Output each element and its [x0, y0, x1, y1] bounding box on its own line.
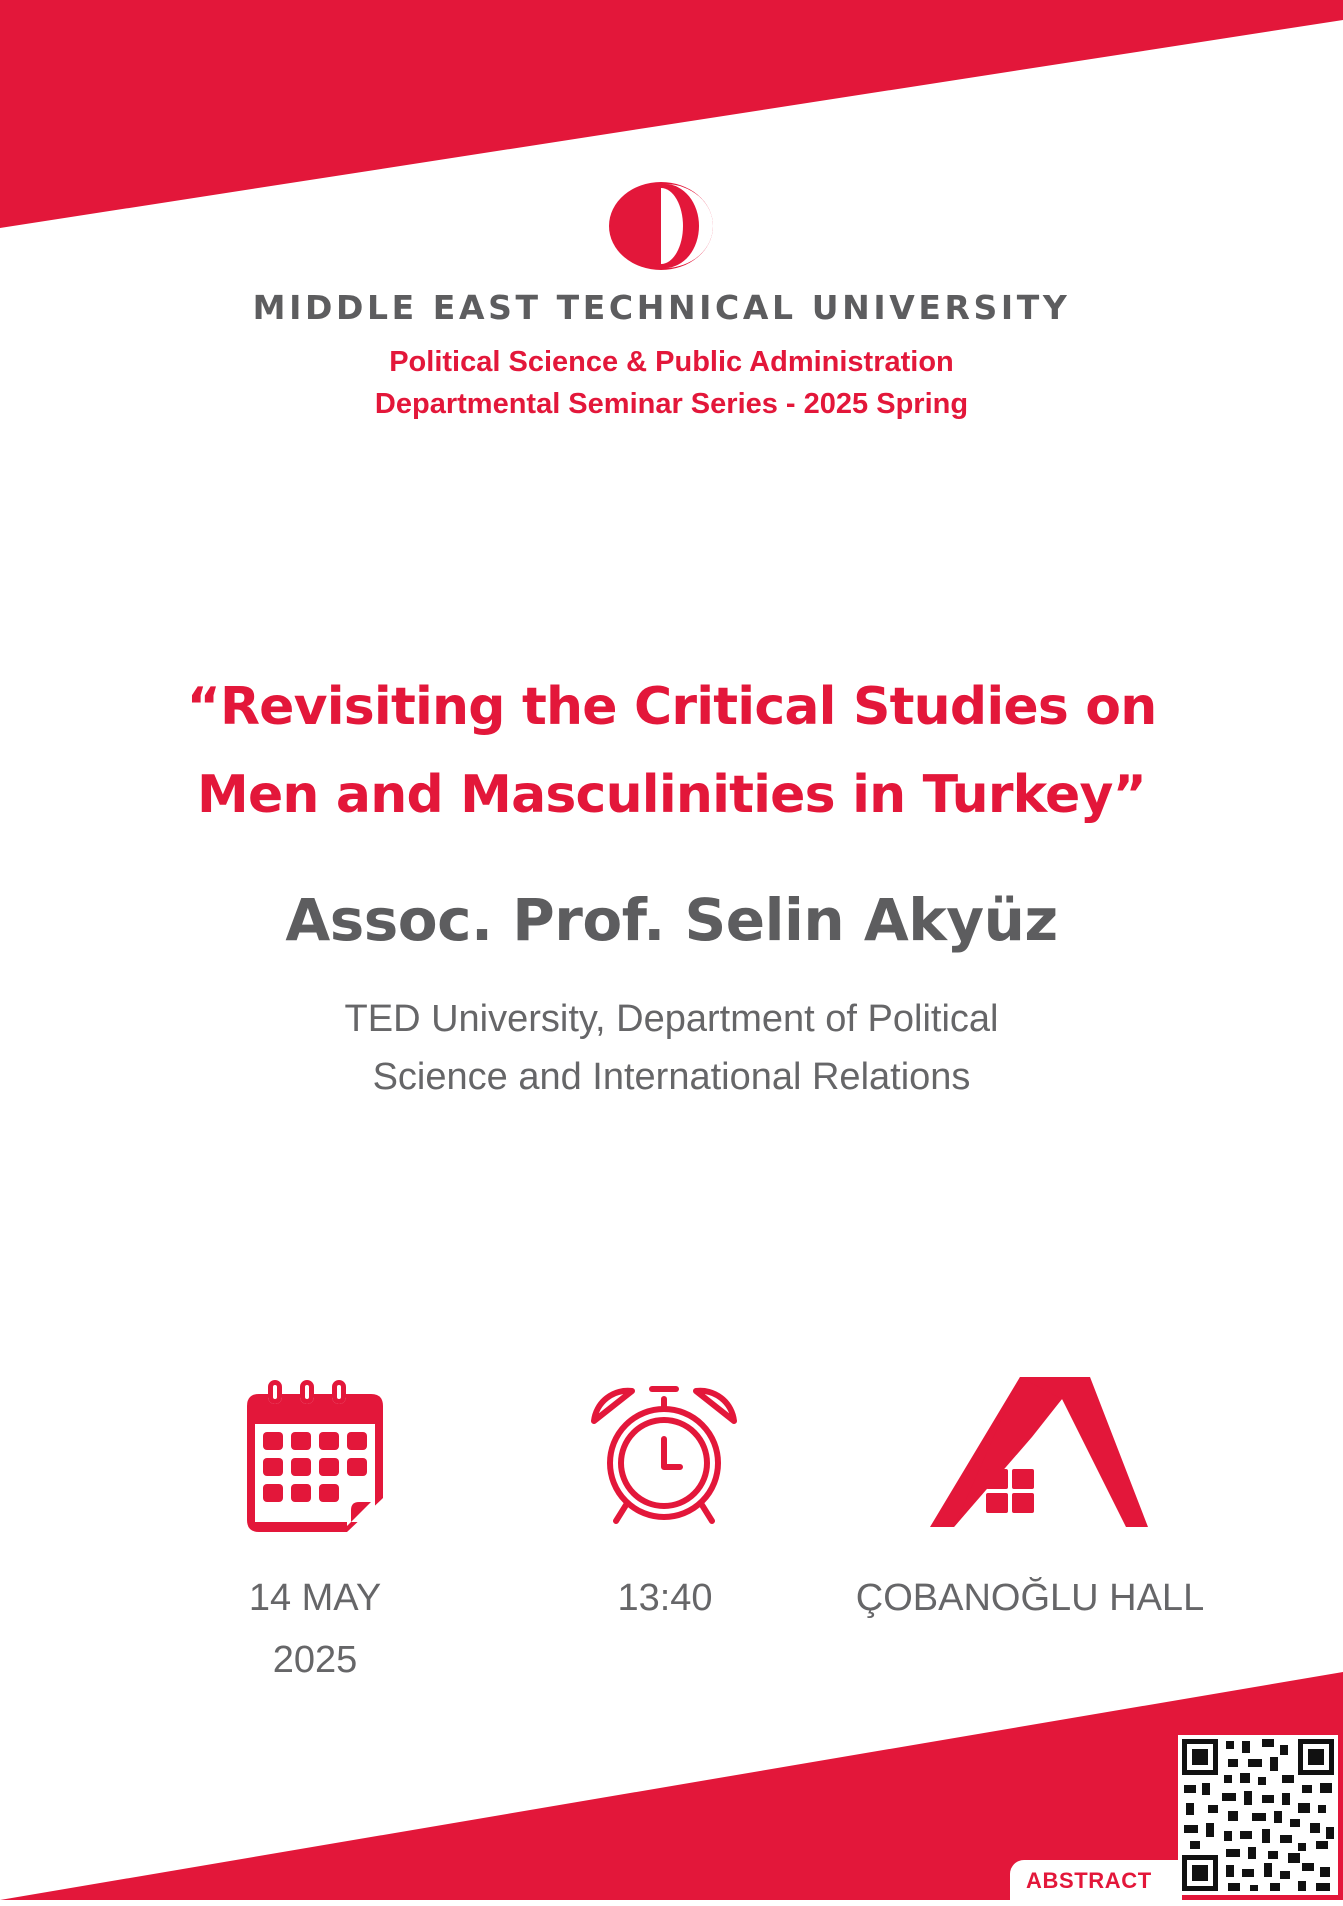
house-icon — [930, 1377, 1148, 1527]
event-date — [200, 1567, 430, 1691]
abstract-label[interactable]: ABSTRACT — [1026, 1868, 1152, 1893]
department-line-2: Departmental Seminar Series - 2025 Spring — [374, 388, 969, 420]
talk-title-line-2: Men and Masculinities in Turkey” — [197, 765, 1146, 825]
event-time: 13:40 — [617, 1577, 713, 1619]
alarm-clock-icon — [588, 1377, 740, 1529]
event-date-year: 2025 — [272, 1639, 358, 1681]
university-name: MIDDLE EAST TECHNICAL UNIVERSITY — [252, 288, 1071, 327]
affiliation-line-2: Science and International Relations — [372, 1056, 971, 1098]
speaker-affiliation — [0, 990, 1343, 1106]
qr-code-icon[interactable] — [1178, 1735, 1338, 1895]
event-location: ÇOBANOĞLU HALL — [855, 1577, 1205, 1619]
talk-title-line-1: “Revisiting the Critical Studies on — [186, 677, 1157, 737]
department-line-1: Political Science & Public Administration — [389, 346, 954, 378]
metu-logo-icon — [607, 180, 715, 272]
talk-title — [0, 663, 1343, 839]
speaker-name: Assoc. Prof. Selin Akyüz — [285, 886, 1058, 954]
department-heading — [0, 341, 1343, 425]
event-date-day: 14 MAY — [248, 1577, 382, 1619]
affiliation-line-1: TED University, Department of Political — [344, 998, 999, 1040]
calendar-icon — [243, 1380, 387, 1535]
